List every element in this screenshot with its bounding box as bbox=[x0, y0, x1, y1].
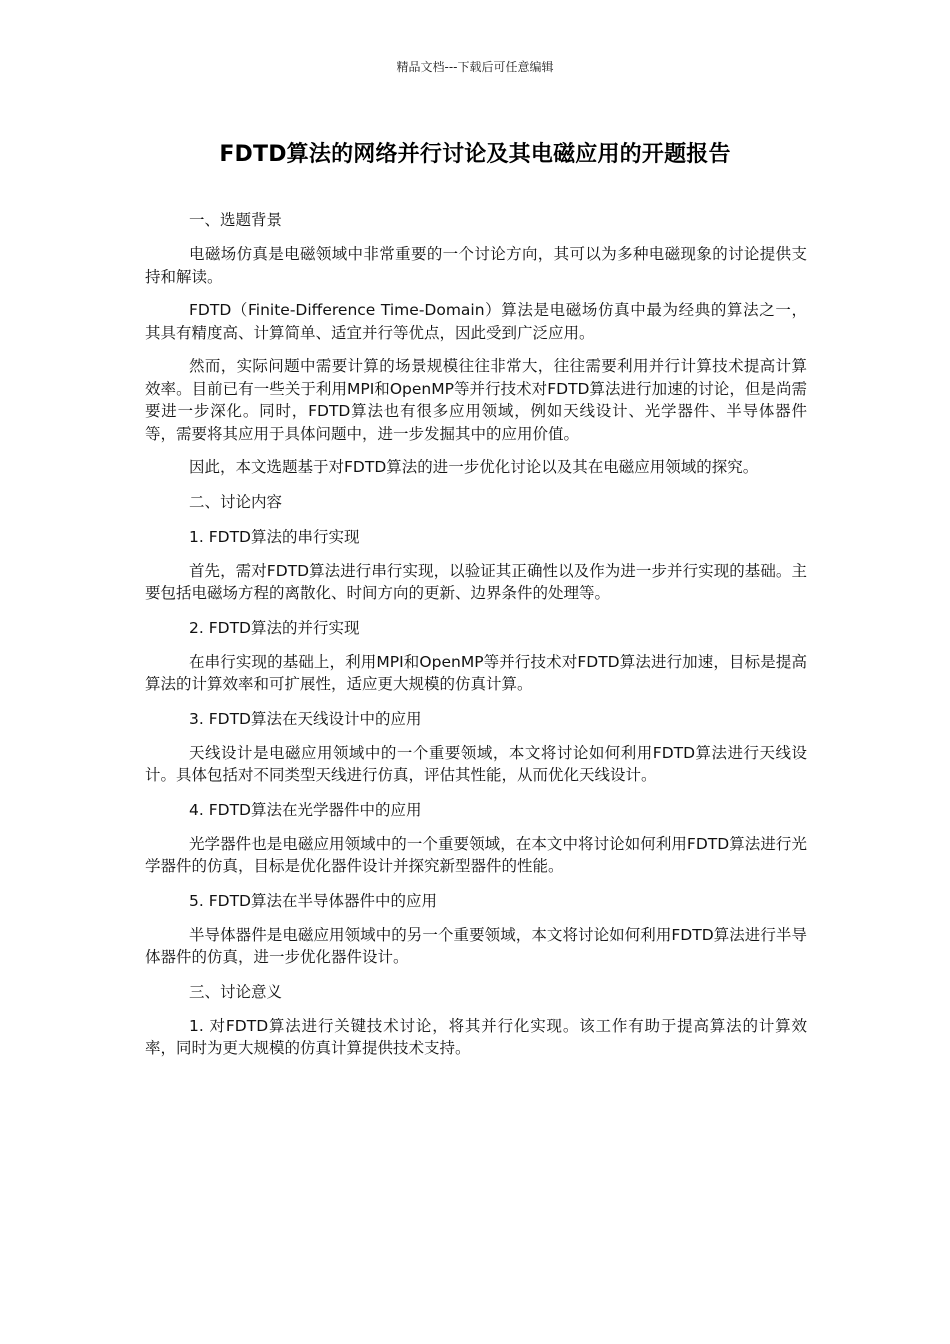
paragraph: 然而，实际问题中需要计算的场景规模往往非常大，往往需要利用并行计算技术提高计算效率。目前已有一些关于利用MPI和OpenMP等并行技术对FDTD算法进行加速的讨论，但是尚需要进一步深化。同时，FDTD算法也有很多应用领域，例如天线设计、光学器件、半导体器件等，需要将其应用于具体问题中，进一步发掘其中的应用价值。 bbox=[145, 357, 807, 443]
paragraph: 光学器件也是电磁应用领域中的一个重要领域，在本文中将讨论如何利用FDTD算法进行光学器件的仿真，目标是优化器件设计并探究新型器件的性能。 bbox=[145, 834, 807, 875]
section-heading: 一、选题背景 bbox=[189, 211, 283, 229]
paragraph: 首先，需对FDTD算法进行串行实现，以验证其正确性以及作为进一步并行实现的基础。主要包括电磁场方程的离散化、时间方向的更新、边界条件的处理等。 bbox=[145, 561, 807, 602]
paragraph: FDTD（Finite-Difference Time-Domain）算法是电磁场仿真中最为经典的算法之一，其具有精度高、计算简单、适宜并行等优点，因此受到广泛应用。 bbox=[145, 301, 807, 342]
paragraph: 半导体器件是电磁应用领域中的另一个重要领域，本文将讨论如何利用FDTD算法进行半导体器件的仿真，进一步优化器件设计。 bbox=[145, 925, 807, 966]
section-heading: 二、讨论内容 bbox=[189, 492, 283, 511]
paragraph: 因此，本文选题基于对FDTD算法的进一步优化讨论以及其在电磁应用领域的探究。 bbox=[189, 458, 759, 476]
paragraph: 1. 对FDTD算法进行关键技术讨论，将其并行化实现。该工作有助于提高算法的计算效率，同时为更大规模的仿真计算提供技术支持。 bbox=[145, 1016, 807, 1057]
paragraph: 电磁场仿真是电磁领域中非常重要的一个讨论方向，其可以为多种电磁现象的讨论提供支持和解读。 bbox=[145, 245, 807, 286]
document-title: FDTD算法的网络并行讨论及其电磁应用的开题报告 bbox=[219, 142, 731, 167]
section-heading: 2. FDTD算法的并行实现 bbox=[189, 618, 360, 637]
document-body bbox=[145, 208, 807, 1071]
header-note: 精品文档---下载后可任意编辑 bbox=[396, 60, 554, 74]
section-heading: 3. FDTD算法在天线设计中的应用 bbox=[189, 709, 422, 728]
section-heading: 5. FDTD算法在半导体器件中的应用 bbox=[189, 891, 437, 910]
section-heading: 4. FDTD算法在光学器件中的应用 bbox=[189, 800, 422, 819]
section-heading: 三、讨论意义 bbox=[189, 982, 283, 1001]
paragraph: 天线设计是电磁应用领域中的一个重要领域，本文将讨论如何利用FDTD算法进行天线设计。具体包括对不同类型天线进行仿真，评估其性能，从而优化天线设计。 bbox=[145, 743, 807, 784]
paragraph: 在串行实现的基础上，利用MPI和OpenMP等并行技术对FDTD算法进行加速，目标是提高算法的计算效率和可扩展性，适应更大规模的仿真计算。 bbox=[145, 652, 807, 693]
section-heading: 1. FDTD算法的串行实现 bbox=[189, 527, 360, 546]
